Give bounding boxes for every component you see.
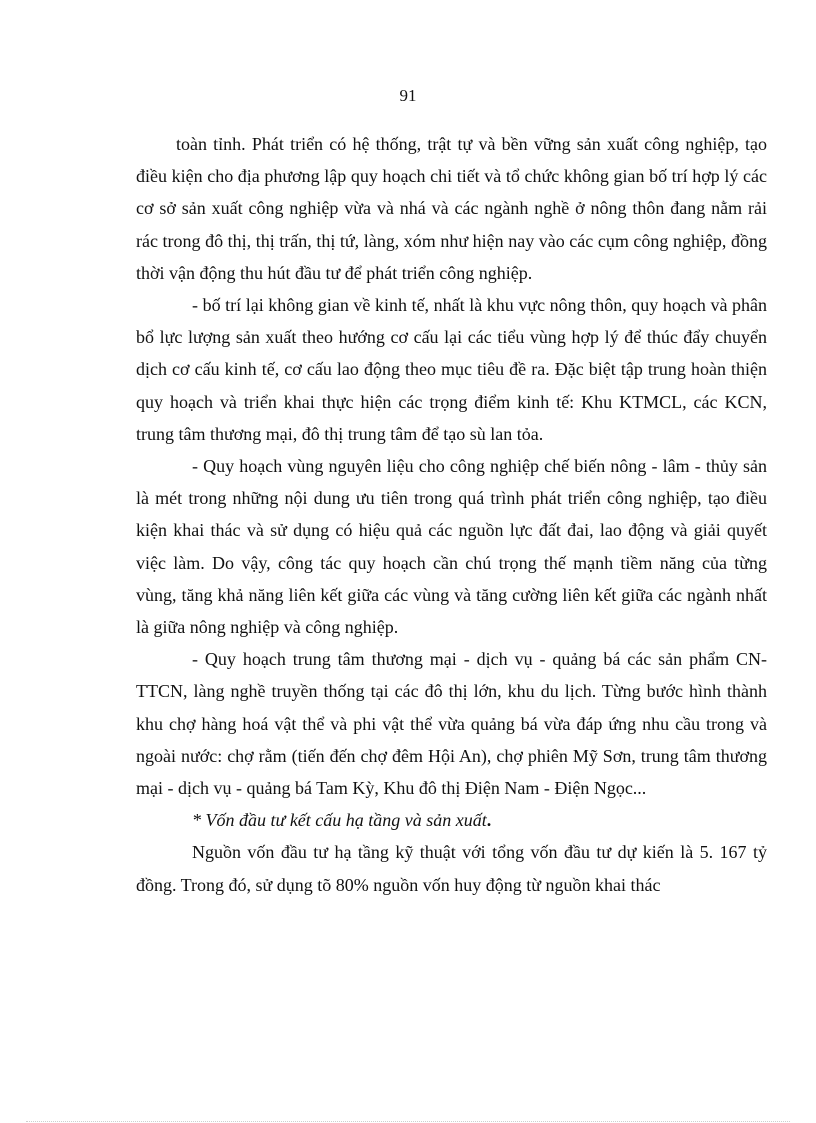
paragraph: - Quy hoạch trung tâm thương mại - dịch vụ - quảng bá các sản phẩm CN-TTCN, làng nghề truyền thống tại các đô thị lớn, khu du lịch. Từng bước hình thành khu chợ hàng hoá vật thể và phi vật thể vừa quảng bá vừa đáp ứng nhu cầu trong và ngoài nước: chợ rằm (tiến đến chợ đêm Hội An), chợ phiên Mỹ Sơn, trung tâm thương mại - dịch vụ - quảng bá Tam Kỳ, Khu đô thị Điện Nam - Điện Ngọc...: [136, 649, 767, 799]
paragraph: toàn tỉnh. Phát triển có hệ thống, trật tự và bền vững sản xuất công nghiệp, tạo điều kiện cho địa phương lập quy hoạch chi tiết và tổ chức không gian bố trí hợp lý các cơ sở sản xuất công nghiệp vừa và nhá và các ngành nghề ở nông thôn đang nằm rải rác trong đô thị, thị trấn, thị tứ, làng, xóm như hiện nay vào các cụm công nghiệp, đồng thời vận động thu hút đầu tư để phát triển công nghiệp.: [136, 134, 767, 283]
page-number: 91: [399, 86, 417, 105]
section-heading-text: * Vốn đầu tư kết cấu hạ tầng và sản xuất: [192, 810, 487, 831]
page-bottom-divider: [26, 1121, 790, 1122]
paragraph: Nguồn vốn đầu tư hạ tầng kỹ thuật với tổng vốn đầu tư dự kiến là 5. 167 tỷ đồng. Trong đó, sử dụng tõ 80% nguồn vốn huy động từ nguồn khai thác: [136, 842, 767, 895]
paragraph: - bố trí lại không gian về kinh tế, nhất là khu vực nông thôn, quy hoạch và phân bổ lực lượng sản xuất theo hướng cơ cấu lại các tiểu vùng hợp lý để thúc đẩy chuyển dịch cơ cấu kinh tế, cơ cấu lao động theo mục tiêu đề ra. Đặc biệt tập trung hoàn thiện quy hoạch và triển khai thực hiện các trọng điểm kinh tế: Khu KTMCL, các KCN, trung tâm thương mại, đô thị trung tâm để tạo sù lan tỏa.: [136, 295, 767, 444]
section-heading: [136, 804, 767, 836]
paragraph: - Quy hoạch vùng nguyên liệu cho công nghiệp chế biến nông - lâm - thủy sản là mét trong những nội dung ưu tiên trong quá trình phát triển công nghiệp, tạo điều kiện khai thác và sử dụng có hiệu quả các nguồn lực đất đai, lao động và giải quyết việc làm. Do vậy, công tác quy hoạch cần chú trọng thế mạnh tiềm năng của từng vùng, tăng khả năng liên kết giữa các vùng và tăng cường liên kết giữa các ngành nhất là giữa nông nghiệp và công nghiệp.: [136, 456, 767, 638]
section-heading-period: .: [486, 810, 492, 831]
document-body: [136, 128, 767, 901]
